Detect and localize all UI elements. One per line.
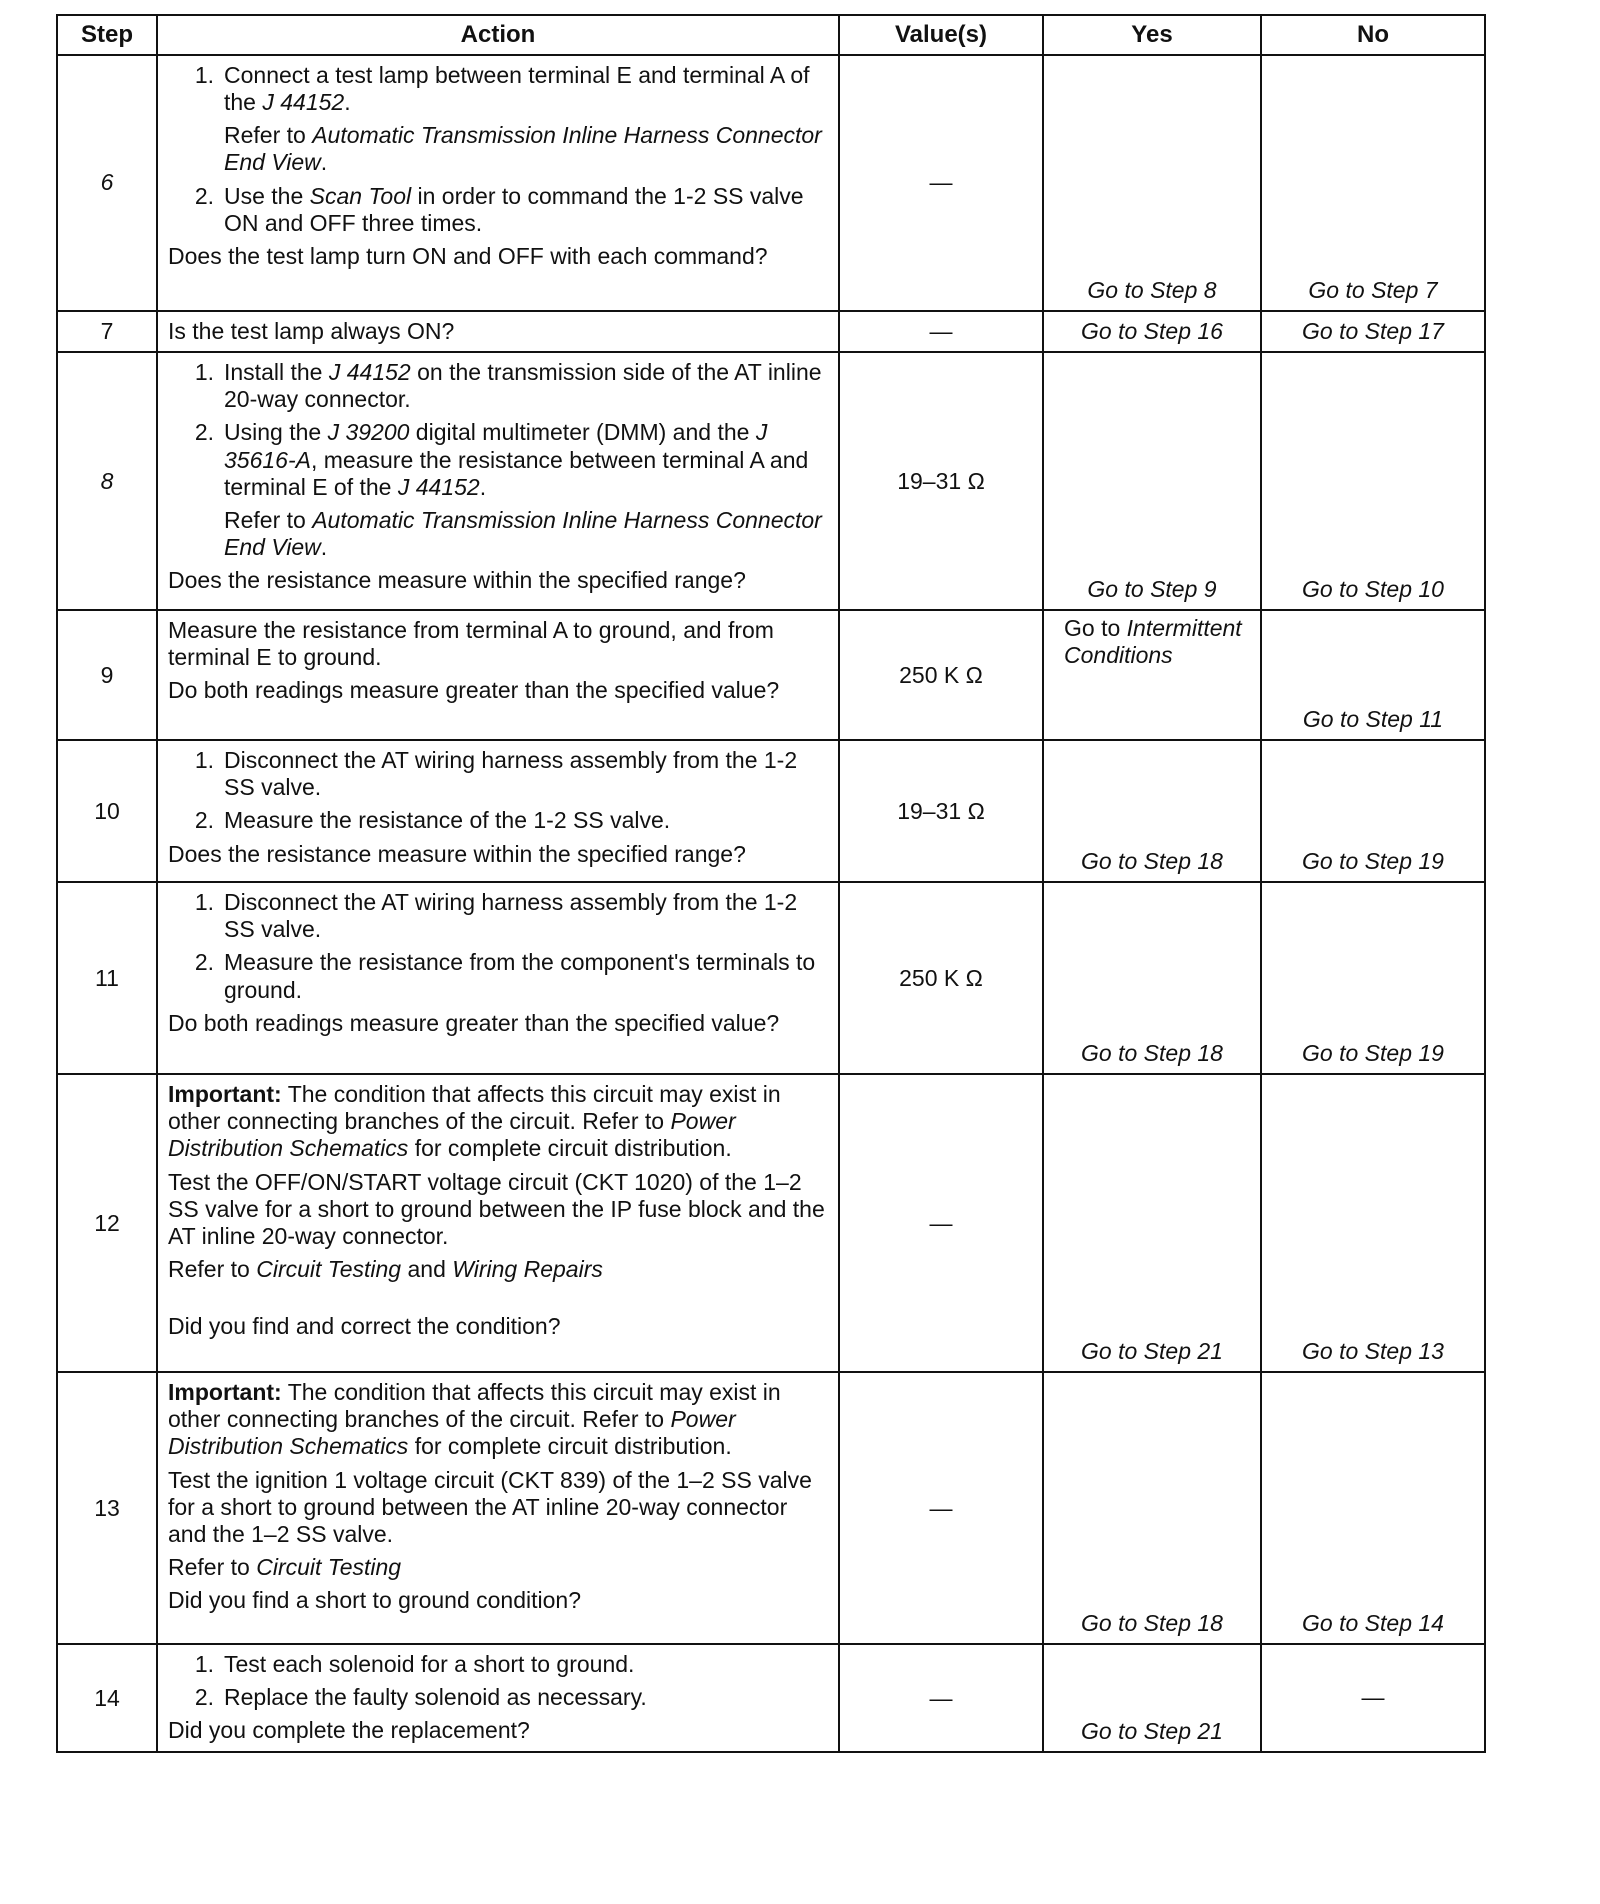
yes-cell: Go to Step 21: [1043, 1644, 1261, 1752]
reference-note: Refer to Automatic Transmission Inline Harness Connector End View.: [224, 506, 822, 560]
no-cell: Go to Step 7: [1261, 55, 1485, 311]
action-step: [168, 889, 828, 943]
action-text: Measure the resistance from terminal A to ground, and from terminal E to ground.: [168, 617, 774, 671]
action-cell: [157, 610, 839, 740]
reference-note: Refer to Automatic Transmission Inline Harness Connector End View.: [224, 122, 822, 176]
step-item-text: Using the J 39200 digital multimeter (DMM) and the J 35616-A, measure the resistance between terminal A and terminal E of the J 44152.: [224, 419, 809, 500]
table-row: [57, 1644, 1485, 1752]
action-text: Test the OFF/ON/START voltage circuit (CKT 1020) of the 1–2 SS valve for a short to ground between the IP fuse block and the AT inline 20-way connector.: [168, 1168, 825, 1249]
step-number: 7: [57, 311, 157, 352]
yes-cell: Go to Step 18: [1043, 740, 1261, 882]
header-no: No: [1261, 15, 1485, 55]
action-step: [168, 359, 828, 413]
action-step: [168, 949, 828, 1003]
step-item-number: 2.: [194, 949, 214, 976]
action-question: Did you complete the replacement?: [168, 1717, 530, 1744]
table-row: [57, 1074, 1485, 1372]
action-cell: [157, 882, 839, 1074]
table-row: [57, 1372, 1485, 1644]
reference-note: Refer to Circuit Testing: [168, 1553, 402, 1580]
step-number: 13: [57, 1372, 157, 1644]
action-cell: [157, 1372, 839, 1644]
diagnostic-table: [56, 14, 1486, 1753]
value-cell: 250 K Ω: [839, 610, 1043, 740]
action-step: [168, 183, 828, 237]
no-cell: Go to Step 10: [1261, 352, 1485, 610]
action-cell: [157, 1074, 839, 1372]
step-item-number: 1.: [194, 62, 214, 88]
table-row: [57, 55, 1485, 311]
step-item-text: Measure the resistance from the component's terminals to ground.: [224, 949, 816, 1003]
step-item-number: 1.: [194, 1651, 214, 1678]
table-row: [57, 740, 1485, 882]
yes-cell: Go to Step 21: [1043, 1074, 1261, 1372]
header-step: Step: [57, 15, 157, 55]
action-step: [168, 1684, 828, 1711]
step-item-text: Measure the resistance of the 1-2 SS valve.: [224, 807, 671, 834]
action-cell: Is the test lamp always ON?: [157, 311, 839, 352]
value-cell: 250 K Ω: [839, 882, 1043, 1074]
no-cell: Go to Step 19: [1261, 882, 1485, 1074]
header-action: Action: [157, 15, 839, 55]
table-row: [57, 352, 1485, 610]
step-number: 8: [57, 352, 157, 610]
step-item-text: Connect a test lamp between terminal E and terminal A of the J 44152.: [224, 62, 810, 116]
step-item-number: 2.: [194, 1684, 214, 1711]
value-cell: —: [839, 1074, 1043, 1372]
step-item-number: 2.: [194, 182, 214, 209]
action-question: Do both readings measure greater than the specified value?: [168, 677, 780, 704]
yes-cell: Go to Step 8: [1043, 55, 1261, 311]
value-cell: —: [839, 311, 1043, 352]
action-cell: [157, 352, 839, 610]
important-label: Important:: [168, 1081, 282, 1108]
action-question: Did you find a short to ground condition?: [168, 1587, 581, 1613]
value-cell: —: [839, 1644, 1043, 1752]
step-number: 10: [57, 740, 157, 882]
step-number: 9: [57, 610, 157, 740]
yes-cell: Go to Step 18: [1043, 882, 1261, 1074]
action-step: [168, 419, 828, 500]
value-cell: —: [839, 1372, 1043, 1644]
step-number: 6: [57, 55, 157, 311]
yes-cell: Go to Step 9: [1043, 352, 1261, 610]
action-cell: [157, 740, 839, 882]
yes-cell: Go to Step 16: [1043, 311, 1261, 352]
value-cell: 19–31 Ω: [839, 352, 1043, 610]
no-cell: Go to Step 13: [1261, 1074, 1485, 1372]
header-values: Value(s): [839, 15, 1043, 55]
table-row: [57, 882, 1485, 1074]
action-step: [168, 807, 828, 834]
no-cell: —: [1261, 1644, 1485, 1752]
action-step: [168, 1651, 828, 1678]
intermittent-conditions-link: Intermittent Conditions: [1064, 615, 1242, 669]
step-item-text: Install the J 44152 on the transmission side of the AT inline 20-way connector.: [224, 359, 822, 413]
yes-cell: Go to Intermittent Conditions: [1043, 610, 1261, 740]
action-step: [168, 747, 828, 801]
action-text: Test the ignition 1 voltage circuit (CKT 839) of the 1–2 SS valve for a short to ground between the AT inline 20-way connector and the 1–2 SS valve.: [168, 1466, 812, 1547]
important-note: Important: The condition that affects this circuit may exist in other connecting branches of the circuit. Refer to Power Distribution Schematics for complete circuit distribution.: [168, 1379, 781, 1460]
table-row: [57, 311, 1485, 352]
action-question: Did you find and correct the condition?: [168, 1313, 561, 1339]
step-item-number: 1.: [194, 747, 214, 774]
step-item-text: Replace the faulty solenoid as necessary.: [224, 1684, 647, 1711]
step-item-number: 1.: [194, 359, 214, 386]
no-cell: Go to Step 17: [1261, 311, 1485, 352]
value-cell: 19–31 Ω: [839, 740, 1043, 882]
step-number: 14: [57, 1644, 157, 1752]
action-question: Does the resistance measure within the specified range?: [168, 567, 746, 593]
action-step: [168, 62, 828, 116]
no-cell: Go to Step 14: [1261, 1372, 1485, 1644]
no-cell: Go to Step 19: [1261, 740, 1485, 882]
step-item-number: 2.: [194, 807, 214, 834]
no-cell: Go to Step 11: [1261, 610, 1485, 740]
header-yes: Yes: [1043, 15, 1261, 55]
action-question: Do both readings measure greater than the specified value?: [168, 1009, 780, 1036]
step-number: 12: [57, 1074, 157, 1372]
step-item-number: 1.: [194, 889, 214, 916]
step-number: 11: [57, 882, 157, 1074]
action-question: Does the test lamp turn ON and OFF with each command?: [168, 242, 768, 269]
important-note: Important: The condition that affects this circuit may exist in other connecting branches of the circuit. Refer to Power Distribution Schematics for complete circuit distribution.: [168, 1081, 781, 1162]
step-item-text: Disconnect the AT wiring harness assembly from the 1-2 SS valve.: [224, 889, 798, 943]
action-question: Does the resistance measure within the specified range?: [168, 840, 746, 867]
reference-note: Refer to Circuit Testing and Wiring Repairs: [168, 1255, 603, 1282]
step-item-number: 2.: [194, 419, 214, 446]
table-row: [57, 610, 1485, 740]
yes-cell: Go to Step 18: [1043, 1372, 1261, 1644]
step-item-text: Disconnect the AT wiring harness assembly from the 1-2 SS valve.: [224, 747, 798, 801]
action-cell: [157, 1644, 839, 1752]
step-item-text: Test each solenoid for a short to ground.: [224, 1651, 635, 1678]
step-item-text: Use the Scan Tool in order to command the 1-2 SS valve ON and OFF three times.: [224, 182, 804, 236]
important-label: Important:: [168, 1379, 282, 1406]
header-row: [57, 15, 1485, 55]
value-cell: —: [839, 55, 1043, 311]
action-cell: [157, 55, 839, 311]
